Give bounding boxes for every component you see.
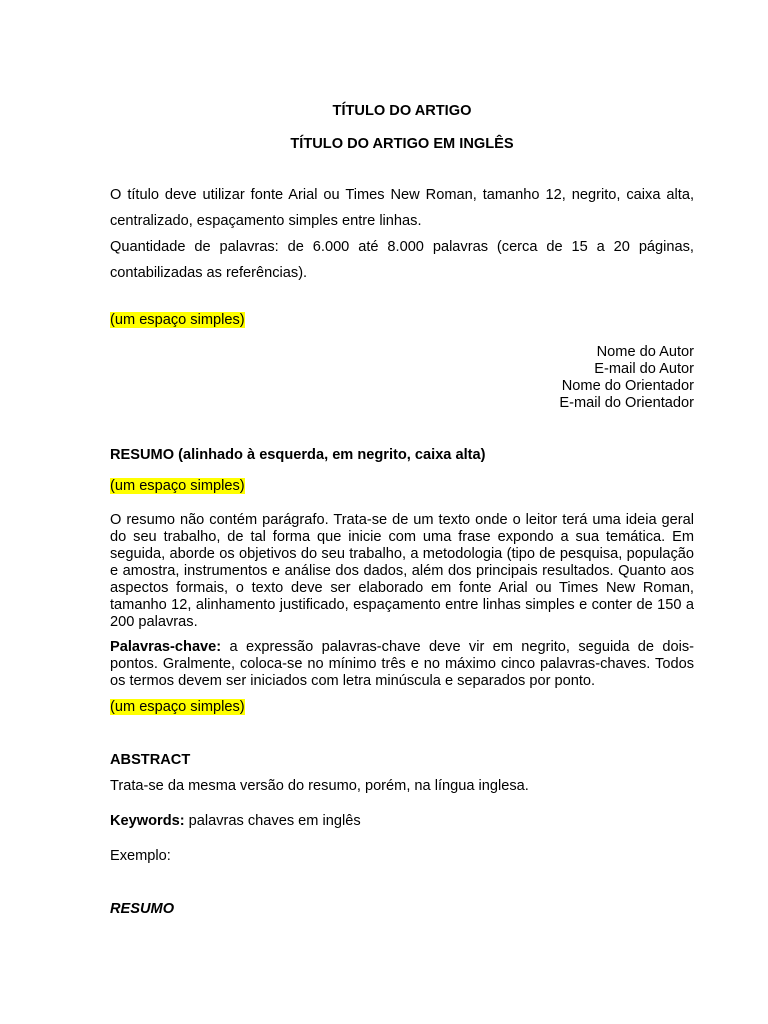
abstract-heading: ABSTRACT: [110, 752, 191, 768]
document-page: [110, 0, 694, 1024]
abstract-body: Trata-se da mesma versão do resumo, porém, na língua inglesa.: [110, 778, 529, 794]
word-count-paragraph: Quantidade de palavras: de 6.000 até 8.000 palavras (cerca de 15 a 20 páginas, contabilizadas as referências).: [110, 239, 694, 281]
keywords-text-en: palavras chaves em inglês: [184, 813, 361, 829]
author-block: [559, 344, 694, 412]
spacer-note-3: [110, 698, 694, 716]
highlighted-note: (um espaço simples): [110, 478, 245, 494]
highlighted-note: (um espaço simples): [110, 312, 245, 328]
title-format-paragraph: O título deve utilizar fonte Arial ou Times New Roman, tamanho 12, negrito, caixa alta, centralizado, espaçamento simples entre linhas.: [110, 187, 694, 229]
article-title: TÍTULO DO ARTIGO: [332, 103, 472, 119]
advisor-name: Nome do Orientador: [561, 378, 694, 394]
keywords-label-en: Keywords:: [110, 813, 185, 829]
keywords-text: a expressão palavras-chave deve vir em negrito, seguida de dois-pontos. Gralmente, coloca-se no mínimo três e no máximo cinco palavras-chaves. Todos os termos devem ser iniciados com letra minúscula e separados por ponto.: [110, 639, 694, 689]
spacer-note-1: [110, 311, 694, 329]
highlighted-note: (um espaço simples): [110, 699, 245, 715]
abstract-keywords: [110, 812, 694, 830]
advisor-email: E-mail do Orientador: [559, 395, 694, 411]
article-title-english: TÍTULO DO ARTIGO EM INGLÊS: [290, 136, 514, 152]
keywords-label: Palavras-chave:: [110, 639, 222, 655]
author-email: E-mail do Autor: [594, 361, 694, 377]
author-name: Nome do Autor: [596, 344, 694, 360]
resumo-keywords: [110, 639, 694, 690]
resumo-heading: RESUMO (alinhado à esquerda, em negrito, caixa alta): [110, 447, 486, 463]
spacer-note-2: [110, 477, 694, 495]
example-label: Exemplo:: [110, 848, 171, 864]
example-resumo-heading: RESUMO: [110, 901, 175, 917]
title-instructions: [110, 182, 694, 286]
resumo-body: O resumo não contém parágrafo. Trata-se de um texto onde o leitor terá uma ideia geral do seu trabalho, de tal forma que inicie com uma frase expondo a sua temática. Em seguida, aborde os objetivos do seu trabalho, a metodologia (tipo de pesquisa, população e amostra, instrumentos e análise dos dados, além dos principais resultados. Quanto aos aspectos formais, o texto deve ser elaborado em fonte Arial ou Times New Roman, tamanho 12, alinhamento justificado, espaçamento entre linhas simples e conter de 150 a 200 palavras.: [110, 512, 694, 630]
